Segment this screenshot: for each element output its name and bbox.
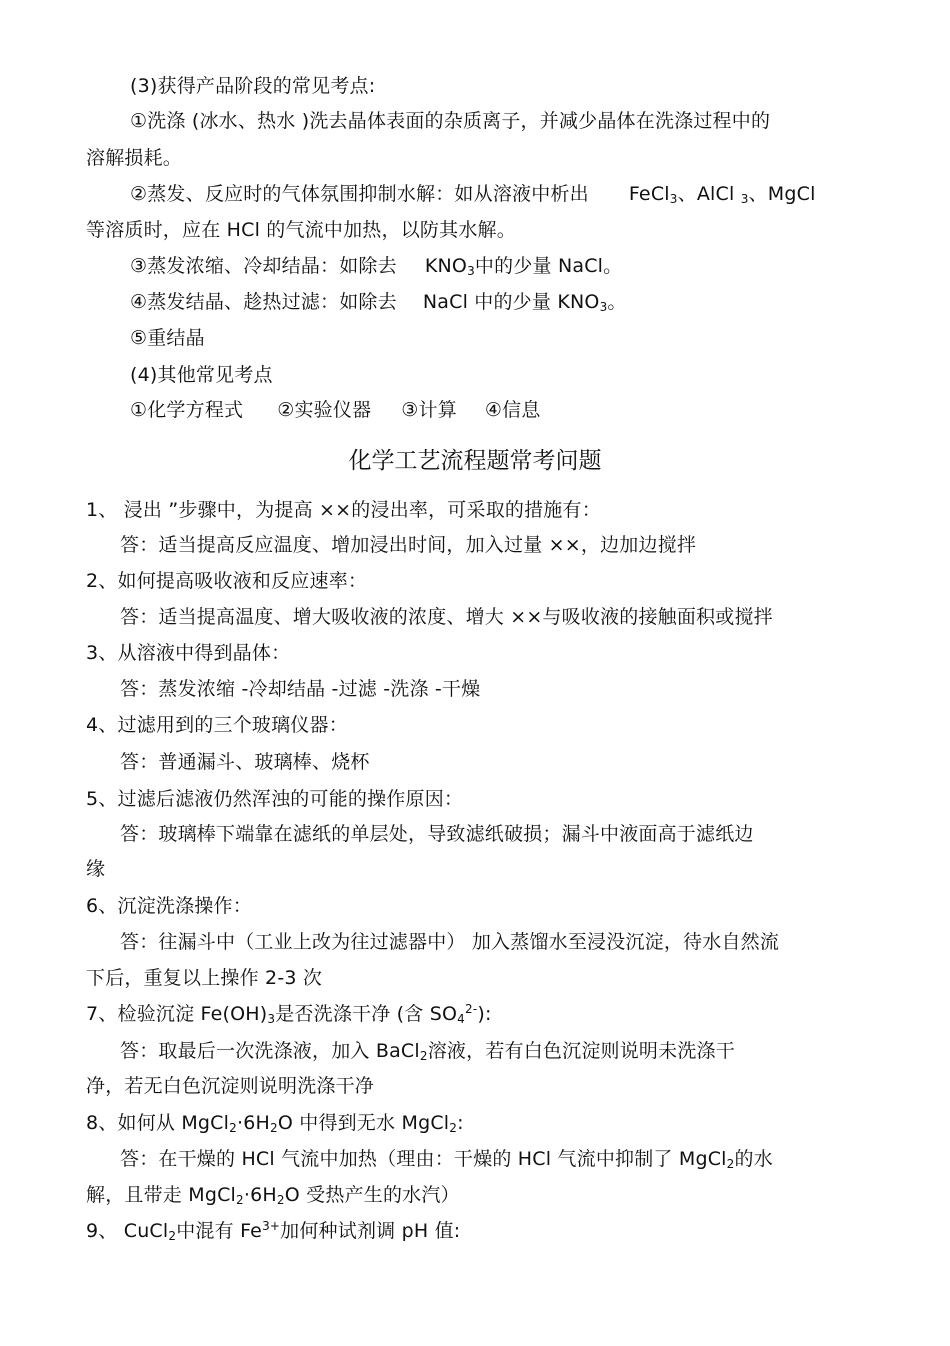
section3-item1-line2: 溶解损耗。	[86, 147, 183, 169]
page-title: 化学工艺流程题常考问题	[348, 448, 602, 474]
question-2: 2、如何提高吸收液和反应速率：	[86, 570, 368, 592]
question-7: 7、检验沉淀 $Fe(OH)_3$是否洗涤干净 (含 $SO_4^{2-}$):	[86, 1002, 492, 1026]
section3-item3: ③蒸发浓缩、冷却结晶：如除去 $KNO_3$中的少量 NaCl。	[130, 255, 623, 278]
answer-5-line2: 缘	[86, 858, 106, 880]
formula-fecl3: FeCl$_3$	[628, 183, 678, 206]
question-8: 8、如何从 $MgCl_2\cdot 6H_2O$ 中得到无水 MgCl$_2$:	[86, 1112, 464, 1135]
answer-2: 答：适当提高温度、增大吸收液的浓度、增大 ××与吸收液的接触面积或搅拌	[120, 606, 773, 628]
answer-7-line1: 答：取最后一次洗涤液，加入 BaCl$_2$溶液，若有白色沉淀则说明未洗涤干	[120, 1040, 735, 1063]
section4-items	[130, 397, 541, 423]
answer-1: 答：适当提高反应温度、增加浸出时间，加入过量 ××，边加边搅拌	[120, 534, 697, 556]
question-9: 9、 CuCl$_2$中混有 $Fe^{3+}$加何种试剂调 pH 值:	[86, 1219, 461, 1243]
answer-4: 答：普通漏斗、玻璃棒、烧杯	[120, 751, 370, 773]
answer-6-line1: 答：往漏斗中（工业上改为往过滤器中） 加入蒸馏水至浸没沉淀，待水自然流	[120, 931, 780, 953]
question-5: 5、过滤后滤液仍然浑浊的可能的操作原因：	[86, 788, 464, 810]
answer-5-line1: 答：玻璃棒下端靠在滤纸的单层处，导致滤纸破损；漏斗中液面高于滤纸边	[120, 823, 754, 845]
section3-item2-line1	[130, 181, 816, 207]
answer-8-line1: 答：在干燥的 HCl 气流中加热（理由：干燥的 HCl 气流中抑制了 MgCl$_2$的水	[120, 1148, 773, 1171]
section4-item: ②实验仪器	[277, 399, 372, 421]
section4-item: ①化学方程式	[130, 399, 244, 421]
answer-3: 答：蒸发浓缩 -冷却结晶 -过滤 -洗涤 -干燥	[120, 678, 481, 700]
section4-item: ③计算	[401, 399, 457, 421]
answer-7-line2: 净，若无白色沉淀则说明洗涤干净	[86, 1075, 375, 1097]
section4-item: ④信息	[484, 399, 541, 421]
section3-heading: (3)获得产品阶段的常见考点:	[130, 75, 376, 97]
question-6: 6、沉淀洗涤操作：	[86, 895, 252, 917]
formula-alcl3: 、AlCl $_3$	[677, 183, 749, 206]
section3-item5: ⑤重结晶	[130, 327, 205, 349]
section4-heading: (4)其他常见考点	[130, 364, 273, 386]
answer-8-line2: 解，且带走 $MgCl_2\cdot 6H_2O$ 受热产生的水汽）	[86, 1184, 460, 1207]
formula-mgcl: 、MgCl	[748, 183, 816, 205]
question-4: 4、过滤用到的三个玻璃仪器：	[86, 714, 348, 736]
section3-item2-line2: 等溶质时，应在 HCl 的气流中加热，以防其水解。	[86, 219, 516, 241]
section3-item1-line1: ①洗涤 (冰水、热水 )洗去晶体表面的杂质离子，并减少晶体在洗涤过程中的	[130, 110, 771, 132]
item2-text: ②蒸发、反应时的气体氛围抑制水解：如从溶液中析出	[130, 183, 589, 205]
question-1: 1、 浸出 ”步骤中，为提高 ××的浸出率，可采取的措施有：	[86, 499, 601, 521]
question-3: 3、从溶液中得到晶体：	[86, 642, 291, 664]
answer-6-line2: 下后，重复以上操作 2-3 次	[86, 967, 323, 989]
section3-item4: ④蒸发结晶、趁热过滤：如除去 NaCl 中的少量 $KNO_3$。	[130, 291, 627, 314]
